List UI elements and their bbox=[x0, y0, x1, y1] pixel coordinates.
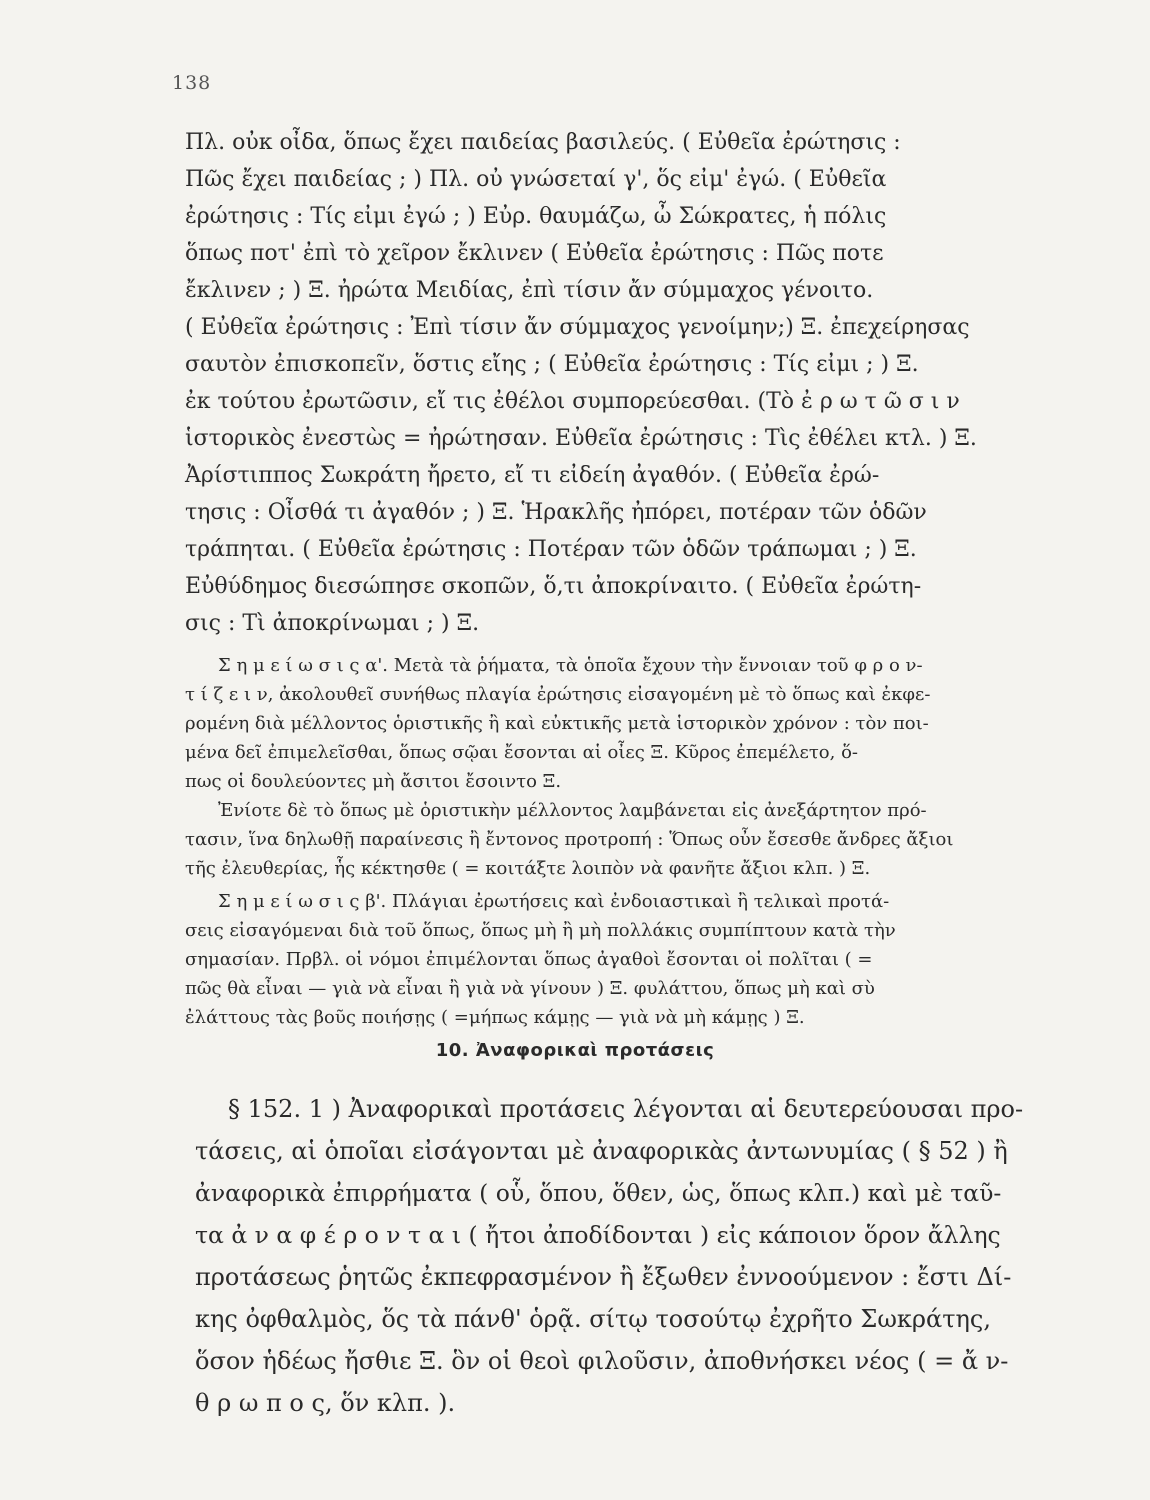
note-line: ἐλάττους τὰς βοῦς ποιήσῃς ( =μήπως κάμῃς — γιὰ νὰ μὴ κάμῃς ) Ξ. bbox=[185, 1007, 805, 1028]
note-line: πῶς θὰ εἶναι — γιὰ νὰ εἶναι ἢ γιὰ νὰ γίνουν ) Ξ. φυλάττου, ὅπως μὴ καὶ σὺ bbox=[185, 978, 875, 999]
section-line: προτάσεως ῥητῶς ἐκπεφρασμένον ἢ ἔξωθεν ἐννοούμενον : ἔστι Δί- bbox=[195, 1263, 1012, 1291]
section-line: ἀναφορικὰ ἐπιρρήματα ( οὗ, ὅπου, ὅθεν, ὡς, ὅπως κλπ.) καὶ μὲ ταῦ- bbox=[195, 1179, 1002, 1207]
example-line: ἐρώτησις : Τίς εἰμι ἐγώ ; ) Εὐρ. θαυμάζω, ὦ Σώκρατες, ἡ πόλις bbox=[185, 204, 887, 229]
example-line: Ἀρίστιππος Σωκράτη ἤρετο, εἴ τι εἰδείη ἀγαθόν. ( Εὐθεῖα ἐρώ- bbox=[185, 463, 880, 488]
note-line: μένα δεῖ ἐπιμελεῖσθαι, ὅπως σῷαι ἔσονται αἱ οἶες Ξ. Κῦρος ἐπεμέλετο, ὅ- bbox=[185, 742, 858, 763]
section-line: θ ρ ω π ο ς, ὅν κλπ. ). bbox=[195, 1389, 456, 1417]
section-line: τάσεις, αἱ ὁποῖαι εἰσάγονται μὲ ἀναφορικὰς ἀντωνυμίας ( § 52 ) ἢ bbox=[195, 1137, 1008, 1165]
note-line: τασιν, ἵνα δηλωθῇ παραίνεσις ἢ ἔντονος προτροπή : Ὅπως οὖν ἔσεσθε ἄνδρες ἄξιοι bbox=[185, 829, 954, 850]
note-line: σεις εἰσαγόμεναι διὰ τοῦ ὅπως, ὅπως μὴ ἢ μὴ πολλάκις συμπίπτουν κατὰ τὴν bbox=[185, 920, 896, 941]
example-line: ἔκλινεν ; ) Ξ. ἠρώτα Μειδίας, ἐπὶ τίσιν ἄν σύμμαχος γένοιτο. bbox=[185, 278, 874, 303]
note-line: τ ί ζ ε ι ν, ἀκολουθεῖ συνήθως πλαγία ἐρώτησις εἰσαγομένη μὲ τὸ ὅπως καὶ ἐκφε- bbox=[185, 684, 931, 705]
example-line: Εὐθύδημος διεσώπησε σκοπῶν, ὅ,τι ἀποκρίναιτο. ( Εὐθεῖα ἐρώτη- bbox=[185, 574, 922, 599]
note-line: Ἐνίοτε δὲ τὸ ὅπως μὲ ὁριστικὴν μέλλοντος λαμβάνεται εἰς ἀνεξάρτητον πρό- bbox=[218, 800, 927, 821]
example-line: τησις : Οἶσθά τι ἀγαθόν ; ) Ξ. Ἡρακλῆς ἠπόρει, ποτέραν τῶν ὁδῶν bbox=[185, 500, 927, 525]
note-line: σημασίαν. Πρβλ. οἱ νόμοι ἐπιμέλονται ὅπως ἀγαθοὶ ἔσονται οἱ πολῖται ( = bbox=[185, 949, 873, 970]
section-line: τα ἀ ν α φ έ ρ ο ν τ α ι ( ἤτοι ἀποδίδονται ) εἰς κάποιον ὅρον ἄλλης bbox=[195, 1221, 1001, 1249]
note-line: ρομένη διὰ μέλλοντος ὁριστικῆς ἢ καὶ εὐκτικῆς μετὰ ἱστορικὸν χρόνον : τὸν ποι- bbox=[185, 713, 929, 734]
note-line: Σ η μ ε ί ω σ ι ς β'. Πλάγιαι ἐρωτήσεις καὶ ἐνδοιαστικαὶ ἢ τελικαὶ προτά- bbox=[218, 891, 890, 912]
section-line: κης ὀφθαλμὸς, ὅς τὰ πάνθ' ὁρᾷ. σίτῳ τοσούτῳ ἐχρῆτο Σωκράτης, bbox=[195, 1305, 991, 1333]
section-heading: 10. Ἀναφορικαὶ προτάσεις bbox=[435, 1040, 715, 1061]
example-line: ( Εὐθεῖα ἐρώτησις : Ἐπὶ τίσιν ἄν σύμμαχος γενοίμην;) Ξ. ἐπεχείρησας bbox=[185, 315, 970, 340]
note-line: Σ η μ ε ί ω σ ι ς α'. Μετὰ τὰ ῥήματα, τὰ ὁποῖα ἔχουν τὴν ἔννοιαν τοῦ φ ρ ο ν- bbox=[218, 655, 923, 676]
section-line: ὅσον ἡδέως ἤσθιε Ξ. ὃν οἱ θεοὶ φιλοῦσιν, ἀποθνήσκει νέος ( = ἄ ν- bbox=[195, 1347, 1009, 1375]
example-line: σαυτὸν ἐπισκοπεῖν, ὅστις εἴης ; ( Εὐθεῖα ἐρώτησις : Τίς εἰμι ; ) Ξ. bbox=[185, 352, 919, 377]
example-line: Πῶς ἔχει παιδείας ; ) Πλ. οὐ γνώσεταί γ', ὅς εἰμ' ἐγώ. ( Εὐθεῖα bbox=[185, 167, 887, 192]
example-line: τράπηται. ( Εὐθεῖα ἐρώτησις : Ποτέραν τῶν ὁδῶν τράπωμαι ; ) Ξ. bbox=[185, 537, 917, 562]
note-line: πως οἱ δουλεύοντες μὴ ἄσιτοι ἔσοιντο Ξ. bbox=[185, 771, 562, 792]
example-line: ἐκ τούτου ἐρωτῶσιν, εἴ τις ἐθέλοι συμπορεύεσθαι. (Τὸ ἐ ρ ω τ ῶ σ ι ν bbox=[185, 389, 960, 414]
section-line: § 152. 1 ) Ἀναφορικαὶ προτάσεις λέγονται αἱ δευτερεύουσαι προ- bbox=[228, 1095, 1024, 1123]
page-number: 138 bbox=[172, 72, 212, 94]
example-line: ὅπως ποτ' ἐπὶ τὸ χεῖρον ἔκλινεν ( Εὐθεῖα ἐρώτησις : Πῶς ποτε bbox=[185, 241, 884, 266]
note-line: τῆς ἐλευθερίας, ἧς κέκτησθε ( = κοιτάξτε λοιπὸν νὰ φανῆτε ἄξιοι κλπ. ) Ξ. bbox=[185, 858, 871, 879]
example-line: ἱστορικὸς ἐνεστὼς = ἠρώτησαν. Εὐθεῖα ἐρώτησις : Τὶς ἐθέλει κτλ. ) Ξ. bbox=[185, 426, 977, 451]
example-line: σις : Τὶ ἀποκρίνωμαι ; ) Ξ. bbox=[185, 611, 480, 636]
example-line: Πλ. οὐκ οἶδα, ὅπως ἔχει παιδείας βασιλεύς. ( Εὐθεῖα ἐρώτησις : bbox=[185, 130, 901, 155]
